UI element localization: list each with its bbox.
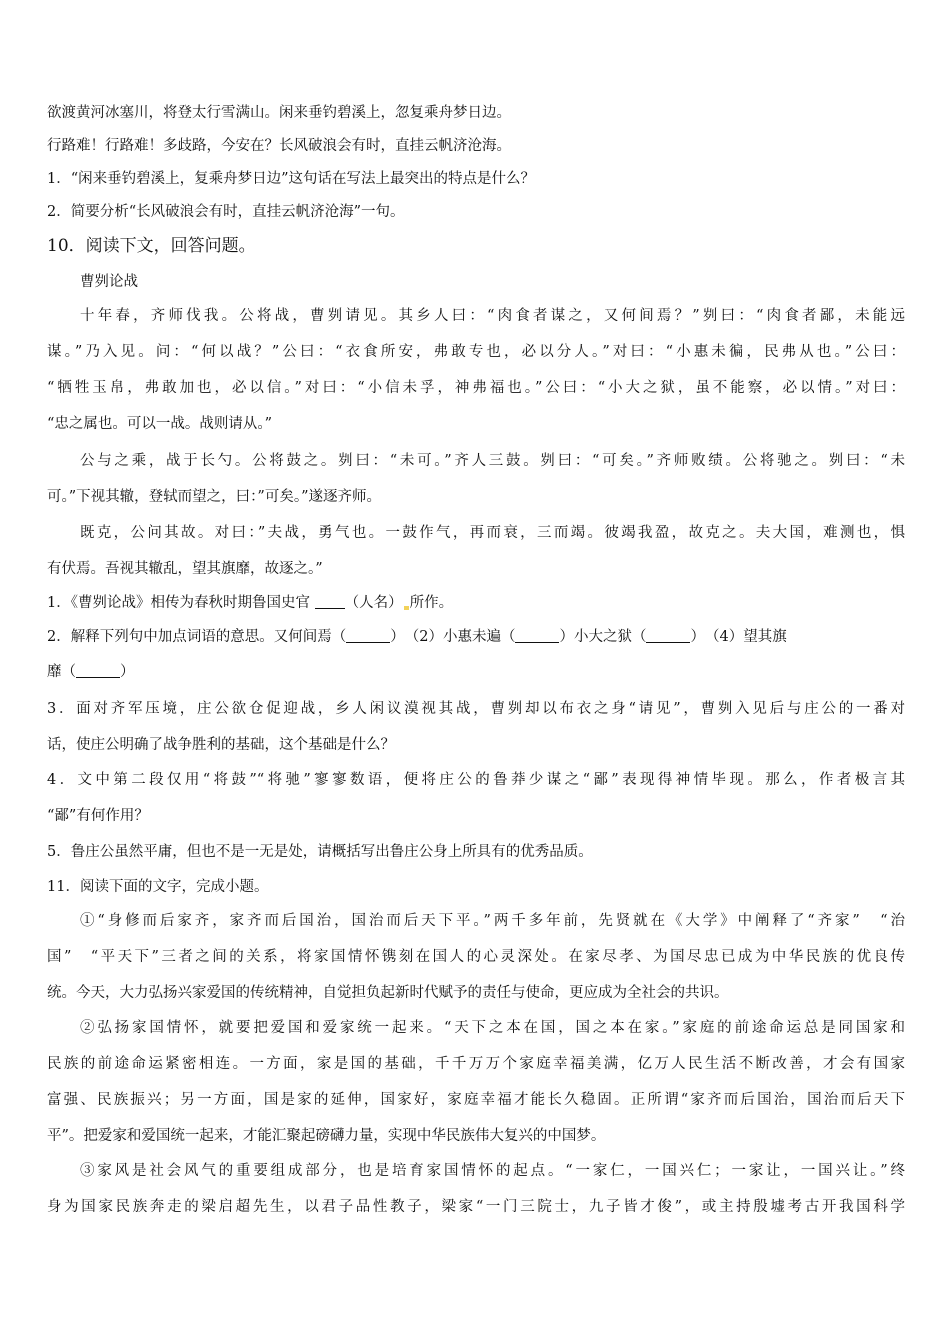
q10-s1-name-hint: （人名） — [344, 595, 403, 611]
q11-para3-line2: 身为国家民族奔走的梁启超先生，以君子品性教子，梁家“一门三院士，九子皆才俊”，或主持殷墟考古开我国科学 — [47, 1199, 905, 1215]
q10-subquestion-3-line2: 话，使庄公明确了战争胜利的基础，这个基础是什么？ — [47, 737, 395, 753]
q10-s2-part-c: ）小大之狱（ — [559, 629, 647, 645]
q11-para1-line2: 国” “平天下”三者之间的关系，将家国情怀镌刻在国人的心灵深处。在家尽孝、为国尽忠已成为中华民族的优良传 — [47, 949, 905, 965]
q10-para3-line2: 有伏焉。吾视其辙乱，望其旗靡，故逐之。” — [47, 561, 323, 577]
highlight-mark — [404, 606, 409, 610]
q10-s2-part-b: ） （2）小惠未遍（ — [390, 629, 516, 645]
q10-para3-line1: 既克，公问其故。对曰：”夫战，勇气也。一鼓作气，再而衰，三而竭。彼竭我盈，故克之。夫大国，难测也，惧 — [80, 525, 905, 541]
q10-s2-part-d: ） （4）望其旗 — [690, 629, 787, 645]
q11-para1-line3: 统。今天，大力弘扬兴家爱国的传统精神，自觉担负起新时代赋予的责任与使命，更应成为全社会的共识。 — [47, 985, 729, 1001]
q10-para2-line2: 可。”下视其辙，登轼而望之，曰：”可矣。”遂逐齐师。 — [47, 489, 381, 505]
q11-heading: 11．阅读下面的文字，完成小题。 — [47, 879, 269, 895]
q10-para2-line1: 公与之乘，战于长勺。公将鼓之。刿曰：“未可。”齐人三鼓。刿曰：“可矣。”齐师败绩。公将驰之。刿曰：“未 — [80, 453, 905, 469]
q10-s2-part-e: 靡（ — [47, 664, 76, 680]
poem-question-2: 2．简要分析“长风破浪会有时，直挂云帆济沧海”一句。 — [47, 204, 405, 220]
q11-para2-line4: 平”。把爱家和爱国统一起来，才能汇聚起磅礴力量，实现中华民族伟大复兴的中国梦。 — [47, 1128, 606, 1144]
answer-blank[interactable] — [346, 628, 390, 643]
q10-subquestion-5: 5．鲁庄公虽然平庸，但也不是一无是处，请概括写出鲁庄公身上所具有的优秀品质。 — [47, 844, 593, 860]
q10-para1-line3: “牺牲玉帛，弗敢加也，必以信。”对曰：“小信未孚，神弗福也。”公曰：“小大之狱，虽不能察，必以情。”对曰： — [47, 380, 905, 396]
q10-passage-title: 曹刿论战 — [80, 274, 138, 290]
q10-heading: 10．阅读下文，回答问题。 — [47, 236, 256, 256]
q10-subquestion-3-line1: 3．面对齐军压境，庄公欲仓促迎战，乡人闲议漠视其战，曹刿却以布衣之身“请见”，曹刿入见后与庄公的一番对 — [47, 701, 905, 717]
poem-question-1: 1．“闲来垂钓碧溪上，复乘舟梦日边”这句话在写法上最突出的特点是什么？ — [47, 171, 536, 187]
poem-line-2: 行路难！行路难！多歧路，今安在？长风破浪会有时，直挂云帆济沧海。 — [47, 138, 511, 154]
q11-para2-line3: 富强、民族振兴；另一方面，国是家的延伸，国家好，家庭幸福才能长久稳固。正所谓“家齐而后国治，国治而后天下 — [47, 1092, 905, 1108]
q10-s2-part-f: ） — [120, 664, 135, 680]
q11-para1-line1: ①“身修而后家齐，家齐而后国治，国治而后天下平。”两千多年前，先贤就在《大学》中阐释了“齐家” “治 — [80, 913, 905, 929]
q10-s1-prefix: 1．《曹刿论战》相传为春秋时期鲁国史官 — [47, 595, 315, 611]
q10-para1-line2: 谋。”乃入见。问：“何以战？”公曰：“衣食所安，弗敢专也，必以分人。”对曰：“小惠未徧，民弗从也。”公曰： — [47, 344, 905, 360]
answer-blank[interactable] — [515, 628, 559, 643]
poem-line-1: 欲渡黄河冰塞川，将登太行雪满山。闲来垂钓碧溪上，忽复乘舟梦日边。 — [47, 105, 511, 121]
answer-blank[interactable] — [646, 628, 690, 643]
answer-blank[interactable] — [76, 663, 120, 678]
q10-subquestion-1 — [47, 593, 453, 613]
q11-para2-line2: 民族的前途命运紧密相连。一方面，家是国的基础，千千万万个家庭幸福美满，亿万人民生活不断改善，才会有国家 — [47, 1056, 905, 1072]
q10-subquestion-2-cont — [47, 662, 135, 682]
q10-subquestion-4-line2: “鄙”有何作用？ — [47, 808, 149, 824]
q11-para2-line1: ②弘扬家国情怀，就要把爱国和爱家统一起来。“天下之本在国，国之本在家。”家庭的前途命运总是同国家和 — [80, 1020, 905, 1036]
q11-para3-line1: ③家风是社会风气的重要组成部分，也是培育家国情怀的起点。“一家仁，一国兴仁；一家让，一国兴让。”终 — [80, 1163, 905, 1179]
q10-para1-line1: 十年春，齐师伐我。公将战，曹刿请见。其乡人曰：“肉食者谋之，又何间焉？”刿曰：“肉食者鄙，未能远 — [80, 308, 905, 324]
answer-blank[interactable] — [315, 594, 345, 609]
q10-subquestion-2 — [47, 627, 787, 647]
q10-s2-part-a: 2．解释下列句中加点词语的意思。又何间焉（ — [47, 629, 347, 645]
q10-subquestion-4-line1: 4．文中第二段仅用“将鼓”“将驰”寥寥数语，便将庄公的鲁莽少谋之“鄙”表现得神情毕现。那么，作者极言其 — [47, 772, 905, 788]
q10-para1-line4: “忠之属也。可以一战。战则请从。” — [47, 416, 273, 432]
q10-s1-suffix: 所作。 — [409, 595, 454, 611]
